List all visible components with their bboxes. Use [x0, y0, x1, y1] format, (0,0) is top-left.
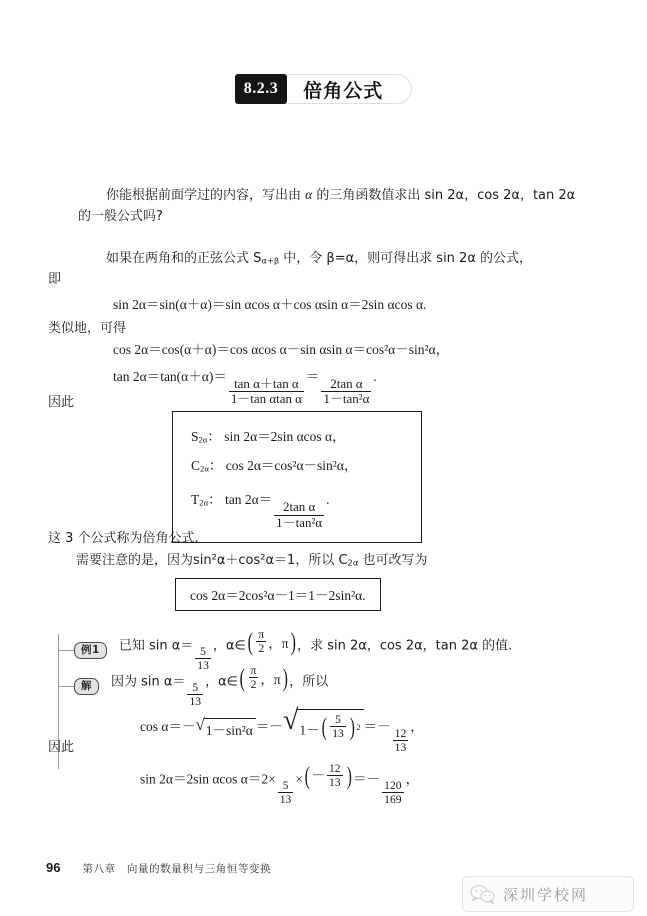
derivation-lead	[78, 248, 588, 272]
cos-alpha-result: $\frac{12}{13}$	[394, 726, 407, 754]
solution-interval: ( $\frac{\pi}{2}$ ，π )	[239, 662, 288, 692]
sin-2alpha-computation: sin 2α＝2sin αcos α＝2× $\frac{5}{13}$ × ( － $\frac{12}{13}$ ) ＝－ $\frac{120}{169}$ ，	[140, 760, 420, 807]
example-tag: 例1	[74, 642, 107, 659]
squared-fraction: $\frac{5}{13}$	[332, 713, 344, 740]
chapter-title: 第八章 向量的数量积与三角恒等变换	[82, 863, 272, 875]
wechat-icon	[463, 884, 503, 904]
tan-double-angle-derivation: tan 2α＝tan(α＋α)＝ $\frac{\text{tan α＋tan α}}{\text{1－tan αtan α}}$ ＝ $\frac{\text{2tan α}}{\text{1－tan²α}}$ .	[113, 369, 377, 407]
therefore-label-1: 因此	[48, 395, 75, 410]
solution-tag: 解	[74, 678, 99, 695]
heading-pill	[235, 74, 413, 104]
cos-alpha-computation: cos α＝－ √ 1－sin²α ＝－ √ 1－ ( $\frac{5}{13}$ ) $^2$ ＝－ $\frac{12}{13}$ ，	[140, 705, 424, 754]
squared-fraction-parens: ( $\frac{5}{13}$ )	[321, 711, 355, 741]
intro-line-2: 的一般公式吗?	[78, 209, 163, 224]
identity-note: 需要注意的是，因为sin²α＋cos²α＝1，所以 $C_{2\alpha}$ 也可改写为	[76, 553, 428, 568]
therefore-label-2: 因此	[48, 740, 75, 755]
watermark	[462, 876, 634, 912]
intro-variable-alpha: α	[305, 187, 313, 202]
cos-double-angle-derivation: cos 2α＝cos(α＋α)＝cos αcos α－sin αsin α＝cos²α－sin²α，	[113, 342, 450, 357]
radical-1: √ 1－sin²α	[195, 718, 255, 741]
tan-fraction-expanded: $\frac{\text{tan α＋tan α}}{\text{1－tan αtan α}}$	[230, 375, 302, 407]
page-number: 96	[46, 860, 61, 875]
sin2-factor-1: $\frac{5}{13}$	[279, 779, 292, 807]
derivation-lead-line: 如果在两角和的正弦公式 $S_{\alpha+\beta}$ 中，令 β=α，则可得出求 sin 2α 的公式，	[106, 251, 533, 266]
example-question-text: 已知 sin α＝ $\frac{5}{13}$ ，α∈ ( $\frac{\pi}{2}$ ，π ) ，求 sin 2α，cos 2α，tan 2α 的值.	[118, 626, 513, 673]
formula-row-t2a: $T_{2\alpha}$： tan 2α＝ $\frac{\text{2tan α}}{\text{1－tan²α}}$ .	[191, 492, 330, 530]
similarly-label: 类似地，可得	[48, 321, 127, 336]
sin2-result: $\frac{120}{169}$	[384, 779, 402, 807]
section-heading	[0, 74, 647, 104]
section-number-badge: 8.2.3	[235, 74, 288, 104]
interval-open: ( $\frac{\pi}{2}$ ，π )	[247, 626, 296, 656]
cos-alternate-formula: cos 2α＝2cos²α－1＝1－2sin²α.	[190, 588, 366, 603]
solution-text: 因为 sin α＝ $\frac{5}{13}$ ，α∈ ( $\frac{\pi}{2}$ ，π ) ，所以	[111, 662, 329, 709]
derivation-ji-label: 即	[48, 272, 62, 287]
example-lead-rule	[58, 650, 74, 651]
solution-lead-rule	[58, 686, 74, 687]
solution-sin-fraction: $\frac{5}{13}$	[189, 681, 202, 709]
radical-2: √ 1－ ( $\frac{5}{13}$ ) $^2$	[283, 709, 364, 741]
tan-fraction-simplified: $\frac{\text{2tan α}}{\text{1－tan²α}}$	[323, 375, 370, 407]
sin2-factor-2: $\frac{12}{13}$	[329, 762, 341, 789]
formula-subscript-sum: α+β	[261, 255, 280, 266]
sin-alpha-value-fraction: $\frac{5}{13}$	[197, 645, 209, 673]
cos-alternate-form-box	[175, 578, 381, 611]
page-title: 倍角公式	[303, 79, 384, 102]
intro-line-1: 你能根据前面学过的内容，写出由 α 的三角函数值求出 sin 2α，cos 2α，tan 2α	[106, 187, 576, 203]
watermark-label: 深圳学校网	[503, 885, 589, 904]
intro-paragraph	[78, 184, 578, 227]
t2a-fraction: $\frac{\text{2tan α}}{\text{1－tan²α}}$	[276, 499, 323, 530]
solution-row	[58, 664, 328, 708]
double-angle-formula-box	[172, 411, 422, 543]
solution-interval-lower: $\frac{\pi}{2}$	[250, 664, 257, 691]
three-formulas-note: 这 3 个公式称为倍角公式.	[48, 531, 199, 546]
formula-row-s2a: $S_{2\alpha}$： sin 2α＝2sin αcos α，	[191, 429, 346, 445]
sin-double-angle-derivation: sin 2α＝sin(α＋α)＝sin αcos α＋cos αsin α＝2sin αcos α.	[113, 297, 427, 312]
sin2-factor-2-parens: ( － $\frac{12}{13}$ )	[304, 760, 352, 790]
page-footer	[46, 860, 271, 876]
c2a-subscript: 2α	[347, 557, 359, 568]
formula-row-c2a: $C_{2\alpha}$： cos 2α＝cos²α－sin²α，	[191, 457, 358, 474]
interval-lower-bound: $\frac{\pi}{2}$	[258, 628, 265, 655]
